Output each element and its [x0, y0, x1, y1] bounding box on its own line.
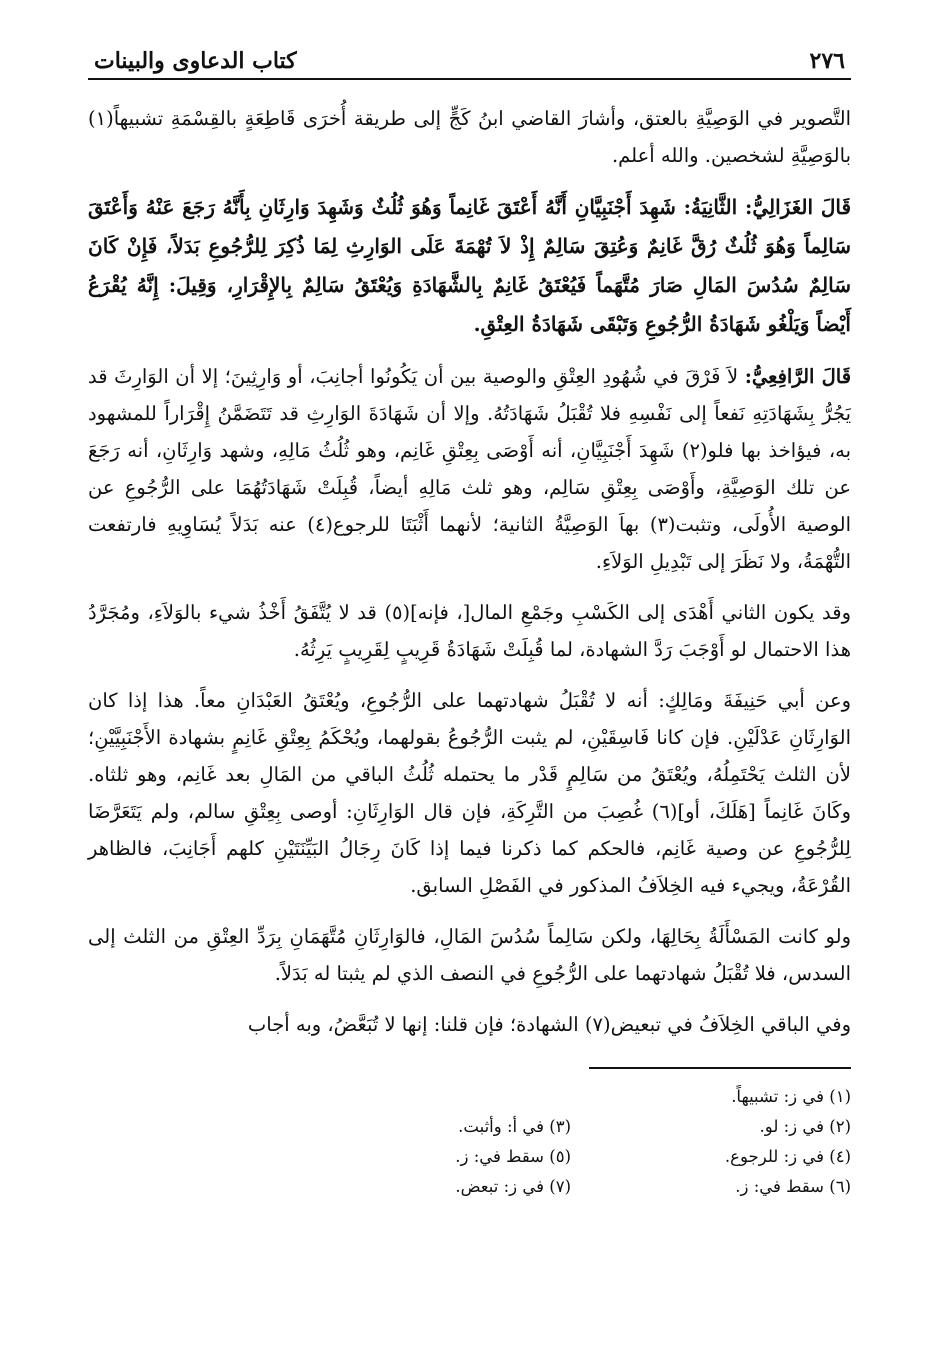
ghazali-text: الثَّانِيَةُ: شَهِدَ أَجْنَبِيَّانِ أَنَّهُ أَعْتَقَ غَانِماً وَهُوَ ثُلُثٌ وَشَهِدَ وَارِثَانِ بِأَنَّهُ رَجَعَ عَنْهُ وَأَعْتَقَ سَالِماً وَهُوَ ثُلُثٌ رُقَّ غَانِمٌ وَعُتِقَ سَالِمٌ إِذْ لاَ تُهْمَةَ عَلَى الوَارِثِ لِمَا ذُكِرَ لِلرُّجُوعِ بَدَلاً، فَإِنْ كَانَ سَالِمٌ سُدُسَ المَالِ صَارَ مُتَّهَماً فَيُعْتَقُ غَانِمٌ بِالشَّهَادَةِ وَيُعْتَقُ سَالِمٌ بِالإِقْرَارِ، وَقِيلَ: إِنَّهُ يُقْرَعُ أَيْضاً وَيَلْغُو شَهَادَةُ الرُّجُوعِ وَتَبْقَى شَهَادَةُ العِتْقِ. — [88, 195, 851, 336]
running-header — [88, 38, 851, 80]
paragraph-ghazali — [88, 188, 851, 344]
footnote-item: (٢) في ز: لو. — [759, 1117, 851, 1136]
paragraph-rafii — [88, 358, 851, 580]
footnote-item: (٣) في أ: وأثبت. — [458, 1117, 571, 1136]
footnote-item: (٦) سقط في: ز. — [735, 1177, 851, 1196]
footnote-item: (٧) في ز: تبعض. — [455, 1177, 571, 1196]
footnote-item: (٤) في ز: للرجوع. — [724, 1147, 851, 1166]
speaker-rafii: قَالَ الرَّافِعِيُّ: — [744, 365, 852, 388]
paragraph-abu-hanifa: وعن أبي حَنِيفَةَ ومَالِكٍ: أنه لا تُقْبَلُ شهادتهما على الرُّجُوعِ، ويُعْتَقُ العَبْدَانِ معاً. هذا إذا كان الوَارِثَانِ عَدْلَيْنِ. فإن كانا فَاسِقَيْنِ، لم يثبت الرُّجُوعُ بقولهما، ويُحْكَمُ بِعِتْقِ غَانِمٍ بشهادة الأَجْنَبِيَّيْنِ؛ لأن الثلث يَحْتَمِلُهُ، ويُعْتَقُ من سَالِمٍ قَدْر ما يحتمله ثُلُثُ الباقي من المَالِ بعد غَانِم، وهو ثلثاه. وكَانَ غَانِماً [هَلَكَ، أو](٦) غُصِبَ من التَّرِكَةِ، فإن قال الوَارِثَانِ: أوصى بِعِتْقِ سالم، ولم يَتَعَرَّضَا لِلرُّجُوعِ عن وصية غَانِم، فالحكم كما ذكرنا فيما إذا كَانَ رِجَالُ البَيِّنَتَيْنِ كلهم أَجَانِبَ، فالظاهر القُرْعَةُ، ويجيء فيه الخِلاَفُ المذكور في الفَصْلِ السابق. — [88, 689, 852, 897]
footnote-item: (٥) سقط في: ز. — [455, 1147, 571, 1166]
footnote-item: (١) في ز: تشبيهاً. — [731, 1087, 851, 1106]
rafii-text: لاَ فَرْقَ في شُهُودِ العِتْقِ والوصية بين أن يَكُونُوا أجانِبَ، أو وَارِثِينَ؛ إلا أن الوَارِثَ قد يَجُرُّ بِشَهَادَتِهِ نَفعاً إلى نَفْسِهِ فلا تُقْبَلُ شَهَادَتُهُ. وإلا أن شَهَادَةَ الوَارِثِ قد تَتَضَمَّنُ إِقْرَاراً للمشهود به، فيؤاخذ بها فلو(٢) شَهِدَ أَجْنَبِيَّانِ، أنه أَوْصَى بِعِتْقِ غَانِم، وهو ثُلُثُ مَالِهِ، وشهد وَارِثَانِ، أنه رَجَعَ عن تلك الوَصِيَّةِ، وأَوْصَى بِعِتْقِ سَالِم، وهو ثلث مَالِهِ أيضاً، قُبِلَتْ شَهَادَتُهُمَا على الرُّجُوعِ عن الوصية الأُولَى، وتثبت(٣) بهاَ الوَصِيَّةُ الثانية؛ لأنهما أَثْبَتَا للرجوع(٤) عنه بَدَلاً يُسَاوِيهِ فارتفعت التُّهْمَةُ، ولا نَظَرَ إلى تَبْدِيلِ الوَلاَءِ. — [88, 365, 852, 573]
footnote-divider — [589, 1067, 851, 1069]
paragraph-kasb: وقد يكون الثاني أَهْدَى إلى الكَسْبِ وجَمْعِ المال[، فإنه](٥) قد لا يُتَّفَقُ أَخْذُ شيء بالوَلاَءِ، ومُجَرَّدُ هذا الاحتمال لو أَوْجَبَ رَدَّ الشهادة، لما قُبِلَتْ شَهَادَةُ قَرِيبٍ لِقَرِيبٍ يَرِثُهُ. — [88, 601, 851, 661]
main-text — [88, 100, 851, 1043]
paragraph-tabid: وفي الباقي الخِلاَفُ في تبعيض(٧) الشهادة؛ فإن قلنا: إنها لا تُبَعَّضُ، وبه أجاب — [247, 1013, 851, 1036]
paragraph-sudus: ولو كانت المَسْأَلَةُ بِحَالِهَا، ولكن سَالِماً سُدُسَ المَالِ، فالوَارِثَانِ مُتَّهَمَانِ بِرَدِّ العِتْقِ من الثلث إلى السدس، فلا تُقْبَلُ شهادتهما على الرُّجُوعِ في النصف الذي لم يثبتا له بَدَلاً. — [88, 925, 851, 985]
page-number: ٢٧٦ — [809, 48, 845, 74]
footnotes — [291, 1087, 851, 1207]
speaker-ghazali: قَالَ الغَزَالِيُّ: — [744, 195, 852, 219]
paragraph-intro: التَّصوير في الوَصِيَّةِ بالعتق، وأشارَ القاضي ابنُ كَجٍّ إلى طريقة أُخرَى قَاطِعَةٍ بالقِسْمَةِ تشبيهاً(١) بالوَصِيَّةِ لشخصين. والله أعلم. — [88, 107, 851, 167]
footnote-item — [291, 1087, 571, 1117]
book-title: كتاب الدعاوى والبينات — [94, 48, 297, 74]
